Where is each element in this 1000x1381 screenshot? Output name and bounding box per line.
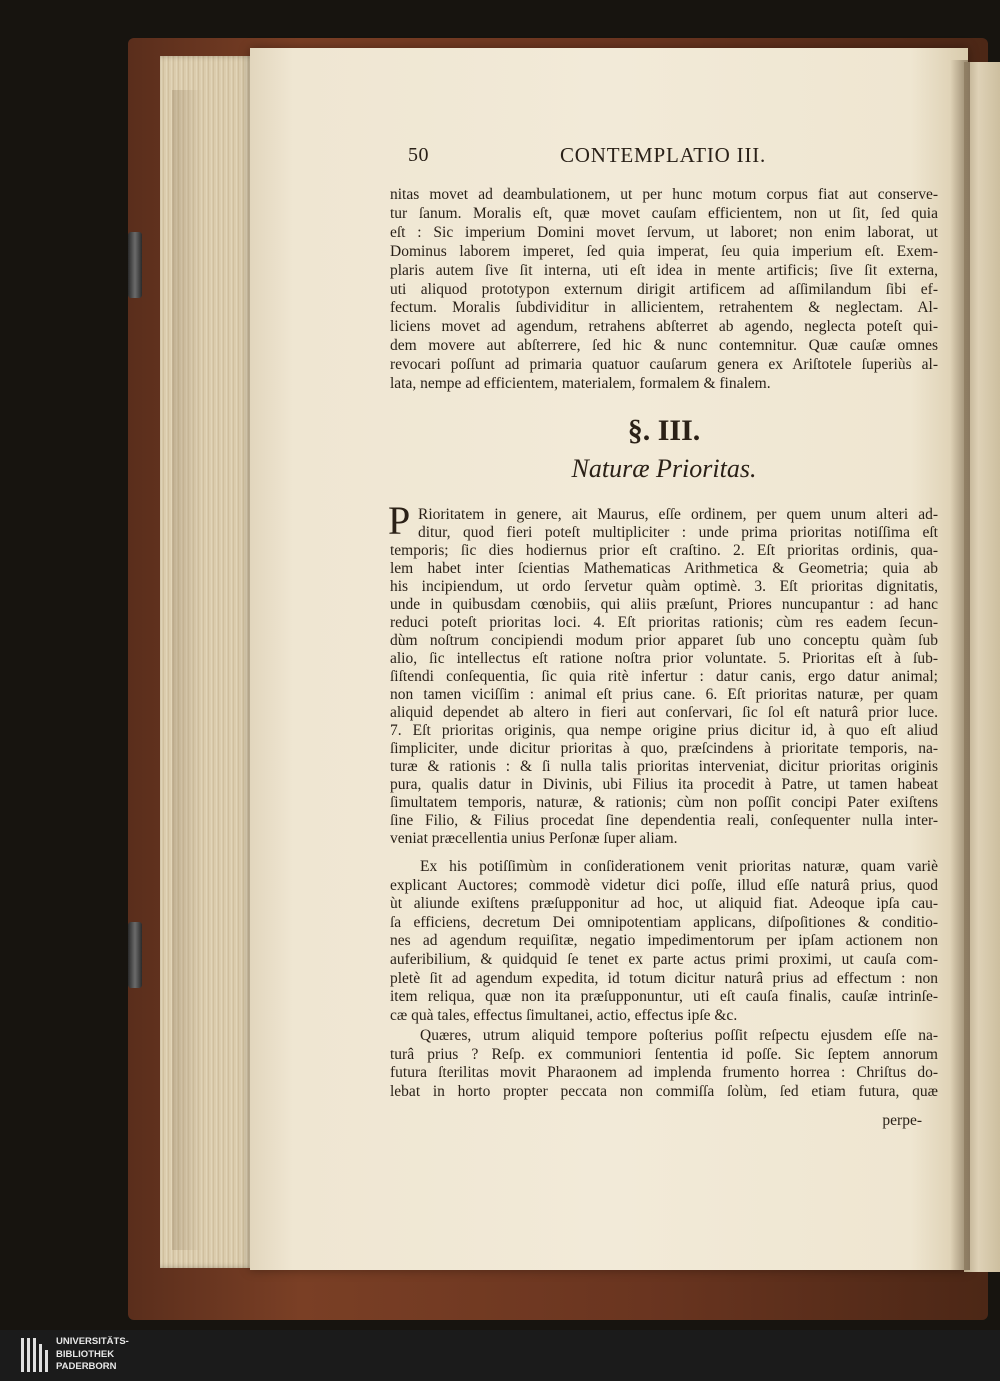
text-line: turæ & rationis : & ſi nulla talis prioritas interveniat, dicitur prioritas originis — [390, 758, 938, 775]
library-name — [56, 1336, 129, 1374]
text-line: unde in quibusdam cœnobiis, qui aliis præſunt, Priores nuncupantur : ad hanc — [390, 596, 938, 613]
section-number: §. III. — [627, 414, 701, 447]
text-line: 7. Eſt prioritas originis, qua nempe origine prius dicitur id, à quo eſt aliud — [390, 722, 938, 739]
text-line: dem movere aut abſterrere, ſed hic & nunc contemnitur. Quæ cauſæ omnes — [390, 337, 938, 355]
running-title: CONTEMPLATIO III. — [560, 143, 767, 167]
text-line: item reliqua, quæ non ita præſupponuntur, uti eſt cauſa finalis, cauſæ intrinſe- — [390, 988, 938, 1006]
text-line: explicant Auctores; commodè videtur dici poſſe, illud eſſe naturâ prius, quod — [390, 876, 938, 894]
library-logo-icon — [20, 1336, 50, 1374]
page-edges-shade — [172, 90, 202, 1250]
gutter-shadow — [950, 60, 970, 1270]
clasp-top — [128, 232, 142, 298]
text-line: futura ſterilitas movit Pharaonem ad implenda frumento horrea : Chriſtus do- — [390, 1064, 938, 1082]
text-line: lem habet inter ſcientias Mathematicas Arithmetica & Geometria; quia ab — [390, 560, 938, 577]
text-line: ditur, quod fieri poteſt multipliciter : unde prima prioritas notiſſima eſt — [418, 524, 938, 541]
text-line: alio, ſic intellectus eſt ratione noſtra prior voluntate. 5. Prioritas eſt à ſub- — [390, 650, 938, 667]
text-line: reduci poteſt prioritas loci. 4. Eſt prioritas rationis; cùm res eadem ſecun- — [390, 614, 938, 631]
text-line: auferibilium, & quidquid ſe tenet ex parte actus primi proximi, ut cauſa com- — [390, 951, 938, 968]
section-title: Naturæ Prioritas. — [571, 454, 757, 483]
catchword: perpe- — [882, 1112, 922, 1129]
text-line: tur ſanum. Moralis eſt, quæ movet cauſam efficientem, non ut ſit, ſed quia — [390, 204, 938, 222]
text-line: cæ quà tales, effectus ſimultanei, actio, effectus ipſe &c. — [390, 1006, 738, 1024]
text-line: ſimpliciter, unde dicitur prioritas à quo, præſcindens à prioritate temporis, na- — [390, 740, 938, 757]
text-line: ùt aliunde exiſtens præſupponitur ad hoc, ut aliquid fiat. Adeoque ipſa cau- — [390, 895, 938, 913]
text-line: ſiſtendi conſequentia, ſic quia ritè infertur : datur canis, ergo datur animal; — [390, 668, 938, 685]
drop-cap: P — [388, 498, 411, 543]
text-line: dùm noſtrum concipiendi modum prior apparet ſub uno conceptu quàm ſub — [390, 632, 938, 649]
running-head — [390, 143, 938, 172]
text-line: Rioritatem in genere, ait Maurus, eſſe ordinem, per quem unum alteri ad- — [418, 506, 938, 523]
text-line: plaris autem ſive ſit interna, uti eſt idea in mente artificis; ſive ſit externa, — [390, 261, 938, 279]
text-line: ſa efficiens, decretum Dei omnipotentiam applicans, diſpoſitiones & conditio- — [390, 913, 938, 931]
text-line: veniat præcellentia unius Perſonæ ſuper aliam. — [390, 830, 678, 847]
text-line: pura, qualis datur in Divinis, ubi Filius ita procedit à Patre, ut tamen habeat — [390, 776, 938, 793]
library-name-line: UNIVERSITÄTS- — [56, 1336, 129, 1347]
text-line: non tamen viciſſim : animal eſt prius cane. 6. Eſt prioritas naturæ, per quam — [390, 686, 938, 703]
text-line: nitas movet ad deambulationem, ut per hunc motum corpus fiat aut conserve- — [390, 186, 938, 203]
text-line: liciens movet ad agendum, retrahens abſterret ab agendo, neglecta poteſt qui- — [390, 318, 938, 336]
text-line: uti aliquod prototypon externum dirigit artificem ad aſſimilandum ſibi ef- — [390, 280, 938, 298]
text-line: turâ prius ? Reſp. ex communiori ſententia id poſſe. Sic ſeptem annorum — [390, 1045, 938, 1063]
text-line: Quæres, utrum aliquid tempore poſterius poſſit reſpectu ejusdem eſſe na- — [420, 1027, 938, 1044]
library-name-line: PADERBORN — [56, 1361, 117, 1372]
text-line: Dominus laborem imperet, ſed quia imperat, ſeu quia imperium eſt. Exem- — [390, 242, 938, 260]
text-line: pletè ſit ad agendum expedita, id totum dicitur naturâ prius ad effectum : non — [390, 969, 938, 987]
library-footer — [0, 1330, 1000, 1381]
page-number: 50 — [408, 144, 429, 166]
text-line: temporis; ſic dies hodiernus prior eſt craſtino. 2. Eſt prioritas ordinis, qua- — [390, 542, 938, 559]
text-line: lebat in horto propter peccata non commiſſa ſolùm, ſed etiam futura, quæ — [390, 1082, 938, 1100]
text-line: aliquid dependet ab altero in fieri aut conſervari, ſic ſol eſt naturâ prior luce. — [390, 704, 938, 721]
text-line: ſimultatem temporis, naturæ, & rationis; cùm non poſſit concipi Pater exiſtens — [390, 794, 938, 811]
text-line: Ex his potiſſimùm in conſiderationem venit prioritas naturæ, quam variè — [420, 858, 938, 875]
text-line: lata, nempe ad efficientem, materialem, formalem & finalem. — [390, 375, 771, 392]
text-line: eſt : Sic imperium Domini movet ſervum, ut laboret; non enim laborat, ut — [390, 223, 938, 241]
text-line: revocari poſſunt ad primaria quatuor cauſarum genera ex Ariſtotele ſuperiùs al- — [390, 356, 938, 374]
text-line: nes ad agendum requiſitæ, negatio impedimentorum per ipſam actionem non — [390, 932, 938, 950]
text-line: fectum. Moralis ſubdividitur in allicientem, retrahentem & neglectam. Al- — [390, 299, 938, 317]
library-name-line: BIBLIOTHEK — [56, 1348, 115, 1360]
text-line: his incipiendum, ut ordo ſervetur quàm optimè. 3. Eſt prioritas dignitatis, — [390, 578, 938, 595]
text-line: ſine Filio, & Filius procedat ſine dependentia reali, conſequenter nulla inter- — [390, 812, 938, 829]
clasp-bottom — [128, 922, 142, 988]
